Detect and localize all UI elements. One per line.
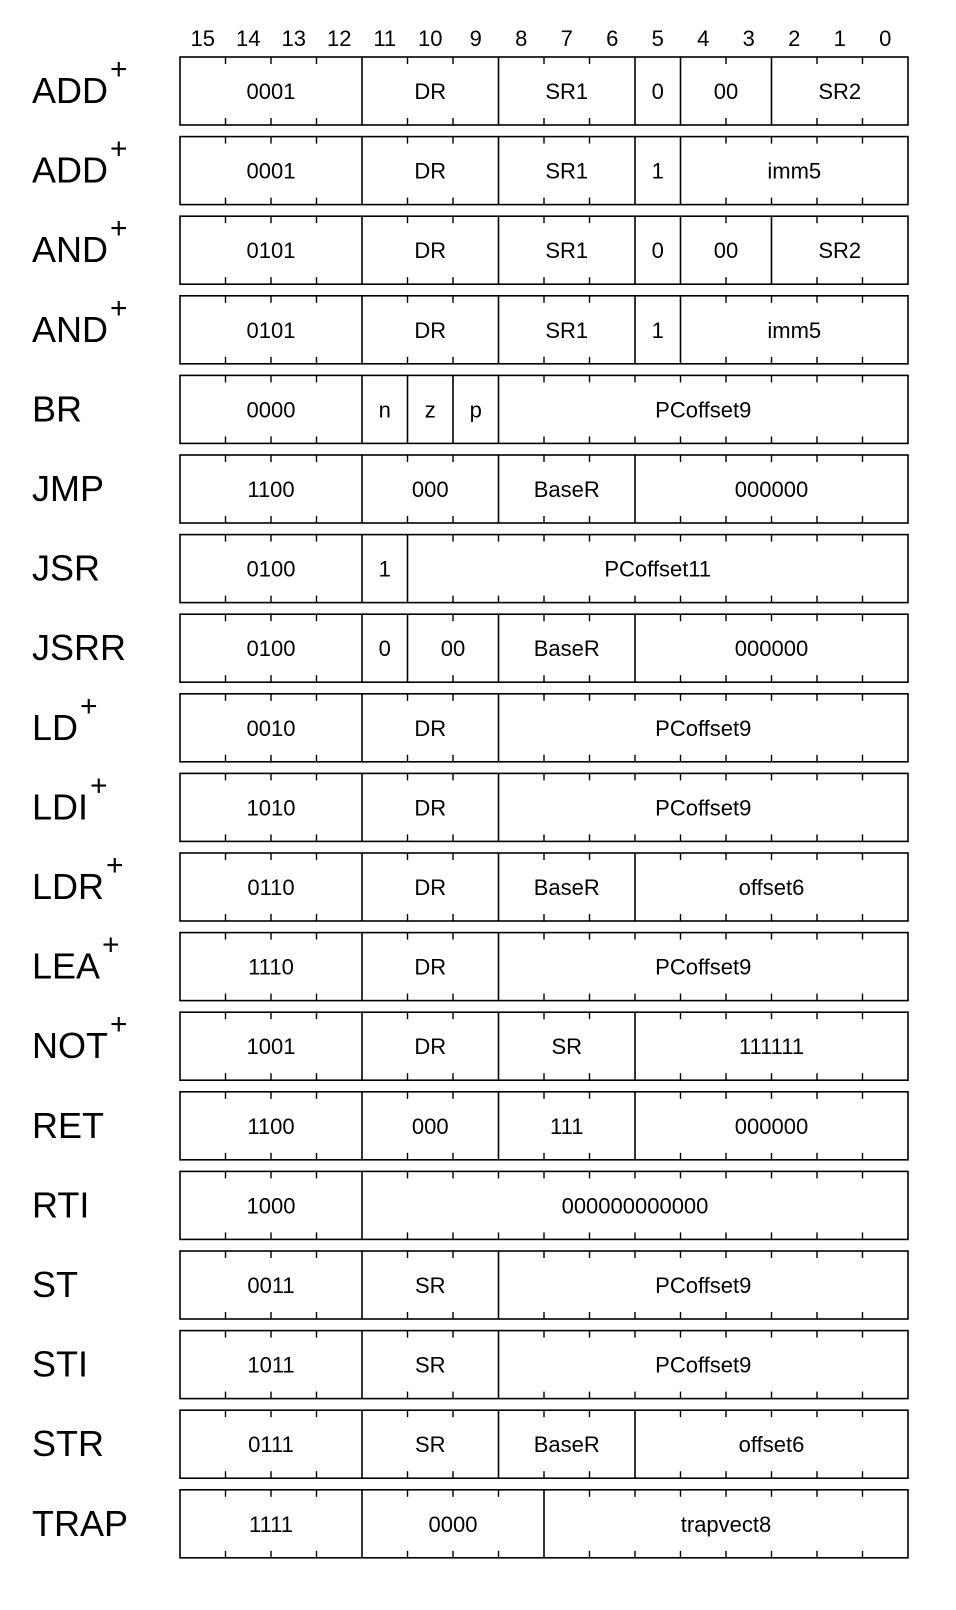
field-value: 0001 bbox=[246, 79, 296, 104]
field-value: 0000 bbox=[428, 1511, 478, 1537]
instruction-mnemonic: RET bbox=[32, 1104, 104, 1146]
instruction-mnemonic: JSRR bbox=[32, 627, 127, 669]
field-value: 111111 bbox=[738, 1034, 805, 1060]
field-value: PCoffset9 bbox=[655, 795, 752, 821]
instruction-row-and bbox=[32, 212, 908, 284]
bit-number-label: 5 bbox=[651, 26, 664, 51]
instruction-superscript: + bbox=[102, 928, 120, 962]
instruction-mnemonic: AND bbox=[32, 229, 109, 271]
instruction-mnemonic: AND bbox=[32, 308, 109, 350]
bit-number-label: 4 bbox=[697, 26, 710, 51]
instruction-row-br bbox=[32, 375, 908, 443]
field-value: 0011 bbox=[247, 1273, 295, 1298]
field-value: PCoffset9 bbox=[655, 954, 752, 980]
bit-number-label: 11 bbox=[373, 26, 397, 51]
field-value: imm5 bbox=[767, 317, 822, 343]
instruction-row-rti bbox=[32, 1171, 908, 1239]
instruction-mnemonic: STR bbox=[32, 1423, 104, 1465]
field-value: offset6 bbox=[738, 875, 805, 900]
instruction-superscript: + bbox=[90, 769, 108, 803]
field-value: SR2 bbox=[818, 238, 862, 264]
instruction-superscript: + bbox=[110, 291, 128, 325]
field-value: BaseR bbox=[533, 477, 600, 502]
instruction-mnemonic: ADD bbox=[32, 70, 109, 111]
instruction-row-sti bbox=[32, 1331, 908, 1399]
field-value: 0001 bbox=[246, 158, 296, 184]
field-value: SR bbox=[551, 1034, 583, 1060]
instruction-mnemonic: LEA bbox=[32, 945, 101, 987]
bit-number-label: 15 bbox=[190, 26, 215, 51]
bit-number-label: 13 bbox=[281, 26, 306, 51]
bit-number-label: 6 bbox=[606, 26, 619, 51]
instruction-superscript: + bbox=[110, 1008, 128, 1042]
field-value: SR1 bbox=[545, 79, 589, 104]
instruction-superscript: + bbox=[110, 53, 128, 86]
instruction-row-not bbox=[32, 1008, 908, 1080]
instruction-mnemonic: BR bbox=[32, 388, 83, 430]
field-value: SR1 bbox=[545, 317, 589, 343]
field-value: 000 bbox=[411, 477, 449, 502]
instruction-row-ld bbox=[32, 690, 908, 762]
field-value: BaseR bbox=[533, 636, 600, 662]
bit-number-label: 3 bbox=[742, 26, 755, 51]
field-value: imm5 bbox=[767, 158, 822, 184]
field-value: 000000 bbox=[734, 477, 809, 502]
bit-number-label: 12 bbox=[327, 26, 352, 51]
field-value: n bbox=[378, 397, 391, 423]
field-value: 1 bbox=[651, 317, 664, 343]
instruction-mnemonic: LDI bbox=[32, 786, 89, 828]
field-value: SR bbox=[414, 1273, 446, 1298]
field-value: 1000 bbox=[246, 1193, 296, 1219]
field-value: 00 bbox=[713, 79, 739, 104]
instruction-row-add bbox=[32, 53, 908, 125]
field-value: 1010 bbox=[246, 795, 296, 821]
field-value: PCoffset9 bbox=[655, 1352, 752, 1378]
instruction-row-and bbox=[32, 292, 908, 364]
field-value: SR2 bbox=[818, 79, 862, 104]
instruction-row-ret bbox=[32, 1092, 908, 1160]
field-value: 00 bbox=[713, 238, 739, 264]
bit-number-label: 1 bbox=[833, 26, 846, 51]
instruction-row-add bbox=[32, 133, 908, 205]
field-value: 1 bbox=[651, 158, 664, 184]
field-value: z bbox=[424, 397, 436, 423]
field-value: DR bbox=[414, 715, 447, 741]
instruction-superscript: + bbox=[110, 212, 128, 246]
field-value: SR1 bbox=[545, 158, 589, 184]
field-value: SR1 bbox=[545, 238, 589, 264]
instruction-row-lea bbox=[32, 929, 908, 1001]
instruction-superscript: + bbox=[106, 849, 124, 882]
field-value: p bbox=[469, 397, 482, 423]
field-value: offset6 bbox=[738, 1432, 805, 1458]
instruction-row-ldi bbox=[32, 769, 908, 841]
field-value: trapvect8 bbox=[680, 1511, 772, 1537]
instruction-row-jsrr bbox=[32, 614, 908, 682]
bit-number-label: 0 bbox=[879, 26, 892, 51]
instruction-mnemonic: RTI bbox=[32, 1184, 90, 1226]
field-value: 111 bbox=[550, 1113, 584, 1139]
field-value: 1100 bbox=[247, 1113, 295, 1139]
field-value: SR bbox=[414, 1432, 446, 1458]
field-value: SR bbox=[414, 1352, 446, 1378]
field-value: 0111 bbox=[248, 1432, 294, 1458]
field-value: DR bbox=[414, 795, 447, 821]
field-value: 1110 bbox=[248, 954, 294, 980]
field-value: 0 bbox=[378, 636, 391, 662]
field-value: DR bbox=[414, 238, 447, 264]
instruction-mnemonic: NOT bbox=[32, 1025, 108, 1067]
field-value: DR bbox=[414, 317, 447, 343]
field-value: 000000 bbox=[734, 636, 809, 662]
field-value: 1 bbox=[378, 556, 391, 582]
field-value: 0100 bbox=[246, 636, 296, 662]
bit-number-label: 8 bbox=[515, 26, 528, 51]
field-value: 000000 bbox=[734, 1113, 809, 1139]
instruction-mnemonic: ADD bbox=[32, 149, 109, 191]
field-value: DR bbox=[414, 875, 447, 900]
instruction-mnemonic: STI bbox=[32, 1343, 89, 1385]
field-value: DR bbox=[414, 1034, 447, 1060]
field-value: 0100 bbox=[246, 556, 296, 582]
field-value: PCoffset9 bbox=[655, 1273, 752, 1298]
instruction-row-st bbox=[32, 1251, 908, 1319]
bit-number-label: 9 bbox=[469, 26, 482, 51]
field-value: 000000000000 bbox=[561, 1193, 709, 1219]
instruction-superscript: + bbox=[80, 689, 98, 723]
field-value: 1100 bbox=[247, 477, 295, 502]
field-value: DR bbox=[414, 79, 447, 104]
field-value: BaseR bbox=[533, 875, 600, 900]
instruction-mnemonic: ST bbox=[32, 1264, 79, 1305]
instruction-mnemonic: JSR bbox=[32, 547, 101, 589]
instruction-row-ldr bbox=[32, 849, 908, 921]
field-value: 00 bbox=[440, 636, 466, 662]
field-value: 0010 bbox=[246, 715, 296, 741]
field-value: 000 bbox=[411, 1113, 449, 1139]
instruction-row-trap bbox=[32, 1490, 908, 1558]
field-value: 0101 bbox=[246, 238, 296, 264]
bit-number-label: 10 bbox=[418, 26, 443, 51]
bit-number-label: 2 bbox=[788, 26, 801, 51]
field-value: PCoffset9 bbox=[655, 715, 752, 741]
bit-number-label: 7 bbox=[560, 26, 573, 51]
instruction-mnemonic: LDR bbox=[32, 866, 105, 907]
field-value: 1111 bbox=[248, 1511, 294, 1537]
instruction-row-jsr bbox=[32, 535, 908, 603]
bit-number-label: 14 bbox=[236, 26, 261, 51]
field-value: BaseR bbox=[533, 1432, 600, 1458]
instruction-superscript: + bbox=[110, 132, 128, 166]
instruction-row-jmp bbox=[32, 455, 908, 523]
field-value: 1001 bbox=[246, 1034, 296, 1060]
instruction-mnemonic: LD bbox=[32, 706, 79, 748]
instruction-row-str bbox=[32, 1410, 908, 1478]
field-value: 0000 bbox=[246, 397, 296, 423]
field-value: PCoffset11 bbox=[604, 556, 712, 582]
instruction-mnemonic: TRAP bbox=[32, 1502, 129, 1544]
field-value: 1011 bbox=[247, 1352, 295, 1378]
field-value: 0 bbox=[651, 238, 664, 264]
field-value: DR bbox=[414, 954, 447, 980]
bit-number-header bbox=[191, 26, 892, 51]
field-value: DR bbox=[414, 158, 447, 184]
field-value: 0101 bbox=[246, 317, 296, 343]
field-value: 0 bbox=[651, 79, 664, 104]
field-value: 0110 bbox=[247, 875, 295, 900]
instruction-mnemonic: JMP bbox=[32, 468, 104, 509]
field-value: PCoffset9 bbox=[655, 397, 752, 423]
